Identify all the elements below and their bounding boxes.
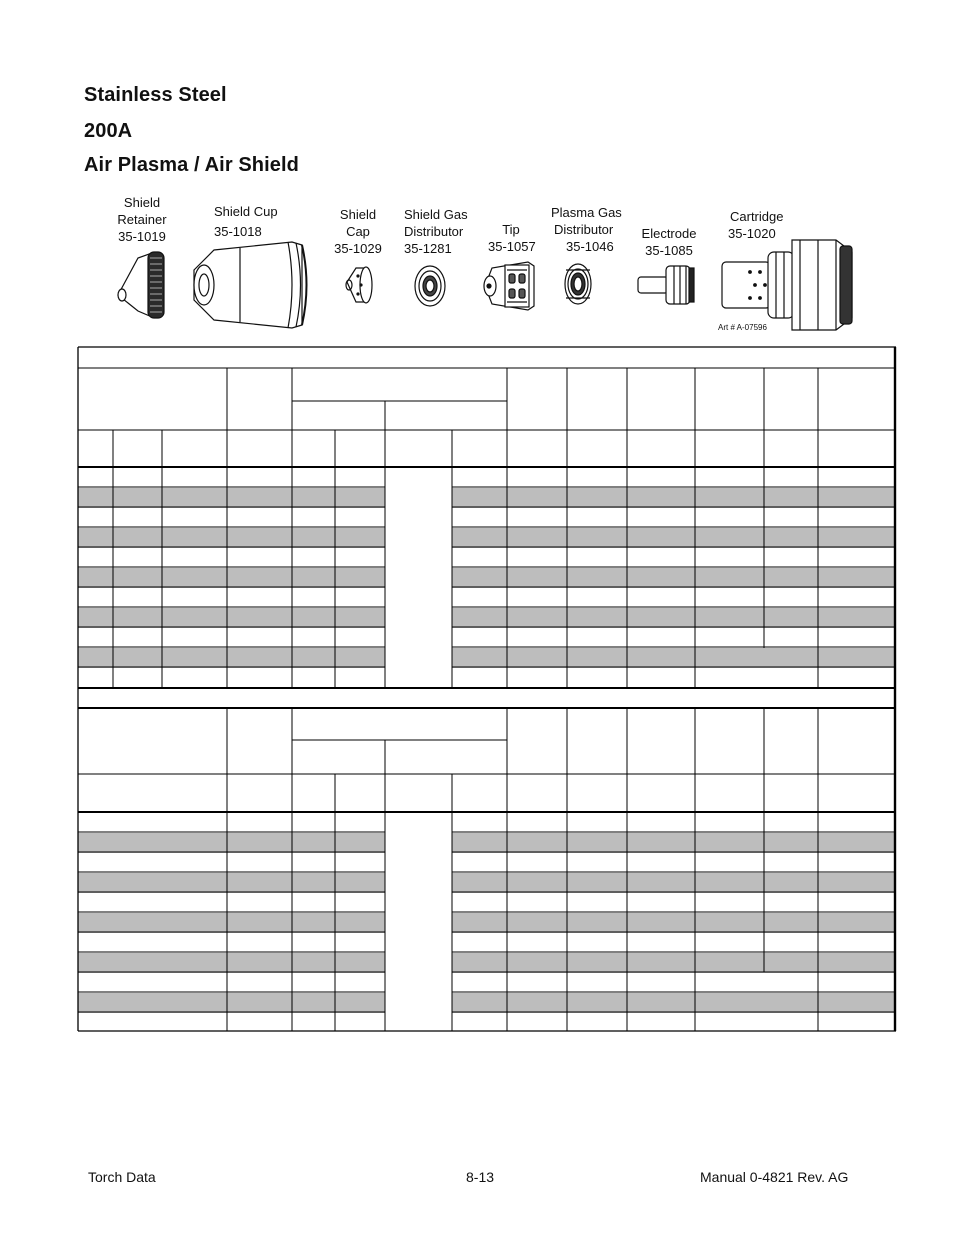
electrode-number: 35-1085: [645, 243, 693, 258]
table2-shaded-row: [452, 953, 896, 973]
table1-shaded-row: [78, 608, 385, 628]
shield-retainer-name-2: Retainer: [117, 212, 167, 227]
table2-shaded-row: [452, 993, 896, 1013]
shield-cup-number: 35-1018: [214, 224, 262, 239]
table1-shaded-row: [452, 608, 896, 628]
title-material: Stainless Steel: [84, 84, 227, 106]
table1-shaded-row: [78, 648, 385, 668]
footer-manual-revision: Manual 0-4821 Rev. AG: [700, 1169, 849, 1185]
shield-retainer-name-1: Shield: [123, 195, 161, 210]
table2-shaded-row: [78, 833, 385, 853]
table2-shaded-row: [78, 953, 385, 973]
electrode-name: Electrode: [641, 226, 697, 241]
shield-cap-name-1: Shield: [339, 207, 377, 222]
table1-shaded-row: [452, 528, 896, 548]
table1-shaded-row: [78, 488, 385, 508]
footer-page-number: 8-13: [466, 1169, 495, 1185]
table2-shaded-row: [452, 873, 896, 893]
table2-shaded-row: [78, 873, 385, 893]
shield-gas-distributor-name-1: Shield Gas: [404, 207, 468, 222]
tip-name: Tip: [502, 222, 520, 237]
cartridge-name: Cartridge: [730, 209, 784, 224]
plasma-gas-distributor-name-2: Distributor: [554, 222, 614, 237]
table2-shaded-row: [78, 913, 385, 933]
plasma-gas-distributor-number: 35-1046: [566, 239, 614, 254]
shield-retainer-number: 35-1019: [118, 229, 166, 244]
table2-shaded-row: [452, 833, 896, 853]
table1-shaded-row: [452, 568, 896, 588]
title-current: 200A: [84, 120, 133, 142]
art-number: Art # A-07596: [718, 323, 767, 332]
table2-shaded-row: [452, 913, 896, 933]
plasma-gas-distributor-name-1: Plasma Gas: [551, 205, 622, 220]
shield-gas-distributor-name-2: Distributor: [404, 224, 464, 239]
table1-shaded-row: [452, 488, 896, 508]
title-gas: Air Plasma / Air Shield: [84, 154, 299, 176]
cartridge-number: 35-1020: [728, 226, 776, 241]
table2-shaded-row: [78, 993, 385, 1013]
shield-cap-name-2: Cap: [346, 224, 370, 239]
table1-shaded-row: [452, 648, 896, 668]
table1-shaded-row: [78, 528, 385, 548]
shield-cap-number: 35-1029: [334, 241, 382, 256]
shield-gas-distributor-number: 35-1281: [404, 241, 452, 256]
tip-number: 35-1057: [488, 239, 536, 254]
shield-cup-name: Shield Cup: [214, 204, 278, 219]
footer-section: Torch Data: [88, 1169, 156, 1185]
table1-shaded-row: [78, 568, 385, 588]
